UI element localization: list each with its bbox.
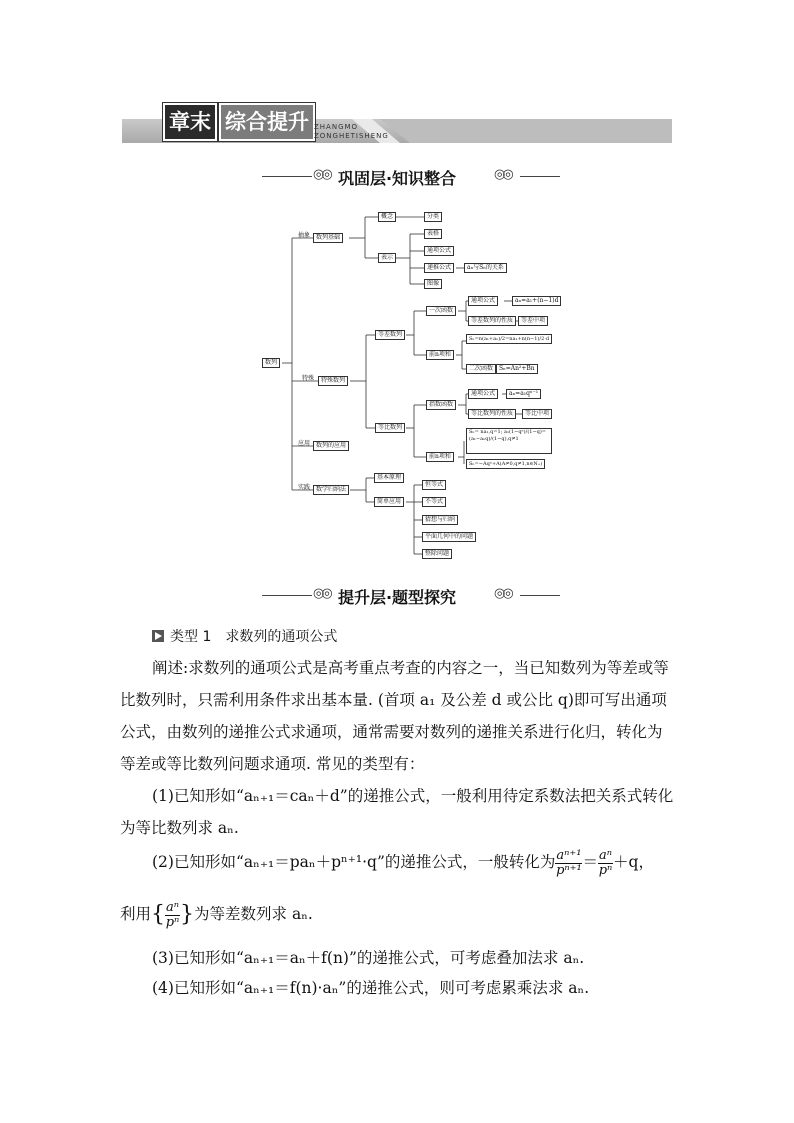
mindmap-node: 数列的应用 [313, 441, 349, 451]
left-brace: { [151, 902, 166, 927]
mindmap-node: 猜想与归纳 [422, 515, 458, 525]
item-3: (3)已知形如“aₙ₊₁＝aₙ＋f(n)”的递推公式，可考虑叠加法求 aₙ. [152, 949, 585, 967]
mindmap-node: 等差中项 [518, 316, 548, 326]
right-brace: } [180, 902, 195, 927]
equals-sign: ＝ [582, 853, 598, 871]
item-2-text: (2)已知形如“aₙ₊₁＝paₙ＋pⁿ⁺¹·q”的递推公式，一般转化为 [152, 853, 556, 871]
mindmap-branch-label: 实践 [298, 484, 311, 491]
mindmap-root: 数列 [262, 358, 280, 368]
type-heading [152, 626, 337, 646]
mindmap-node: 等比数列 [375, 423, 405, 433]
mindmap-node: 不等式 [422, 497, 446, 507]
mindmap-branch-label: 抽象 [298, 232, 311, 239]
mindmap-node: 特殊数列 [318, 376, 348, 386]
mindmap-node: aₙ=a₁qⁿ⁻¹ [506, 389, 541, 399]
mindmap-node: 等差数列 [375, 330, 405, 340]
mindmap-node: 简单应用 [374, 497, 404, 507]
mindmap-node: 表格 [424, 229, 442, 239]
mindmap-node: 指数函数 [426, 400, 456, 410]
chapter-title-light: 综合提升 [219, 103, 315, 141]
item-1: (1)已知形如“aₙ₊₁＝caₙ＋d”的递推公式，一般利用待定系数法把关系式转化为等比数列求 aₙ. [120, 787, 674, 837]
pinyin-line-1: ZHANGMO [314, 123, 359, 131]
fraction [555, 849, 582, 878]
fraction-denominator: pⁿ⁺¹ [556, 862, 582, 878]
section-divider-right [520, 595, 560, 596]
pinyin-line-2: ZONGHETISHENG [314, 132, 389, 140]
item-2-tail: ＋q， [613, 853, 654, 871]
mindmap-branch-label: 应用 [298, 440, 311, 447]
mindmap-node: 基本原理 [374, 473, 404, 483]
mindmap-node: 分类 [424, 212, 442, 222]
rings-icon: ◎◎ [494, 586, 511, 601]
rings-icon: ◎◎ [313, 586, 330, 601]
mindmap-node: Sₙ=n(a₁+aₙ)/2=na₁+n(n−1)/2·d [466, 334, 552, 344]
play-triangle-icon [152, 630, 164, 642]
type-heading-text: 类型 1 求数列的通项公式 [170, 629, 338, 645]
mindmap-node: 数学归纳法 [313, 485, 349, 495]
mindmap-node: Sₙ=−Aqⁿ+A(A≠0,q≠1,n∈N₊) [466, 459, 545, 469]
mindmap-node: 通项公式 [468, 389, 498, 399]
mindmap-node: 恒等式 [422, 480, 446, 490]
fraction [165, 901, 180, 930]
item-2-line-1 [152, 846, 682, 878]
item-2-line-2 [120, 898, 676, 931]
mindmap-node: 平面几何中的问题 [422, 532, 476, 542]
rings-icon: ◎◎ [313, 167, 330, 182]
mindmap-node: 通项公式 [424, 246, 454, 256]
mindmap-node: 图像 [424, 279, 442, 289]
section-title-consolidate: 巩固层·知识整合 [337, 169, 457, 188]
section-title-improve: 提升层·题型探究 [337, 588, 457, 607]
mindmap-node: Sₙ= na₁,q=1; a₁(1−qⁿ)/(1−q)=(a₁−aₙq)/(1−q),q≠1 [466, 428, 552, 454]
mindmap-node: 等比数列的性质 [468, 409, 516, 419]
mindmap-node: 数列基础 [313, 233, 343, 243]
mindmap-node: 整除问题 [422, 549, 452, 559]
mindmap-node: 表示 [378, 253, 396, 263]
item-4: (4)已知形如“aₙ₊₁＝f(n)·aₙ”的递推公式，则可考虑累乘法求 aₙ. [152, 979, 590, 997]
mindmap-branch-label: 特殊 [302, 375, 315, 382]
fraction-denominator: pⁿ [165, 914, 180, 930]
item-2-conclusion: 为等差数列求 aₙ. [194, 905, 313, 923]
mindmap-node: 等比中项 [522, 409, 552, 419]
chapter-title-dark: 章末 [163, 103, 217, 141]
mindmap-node: 前n项和 [426, 350, 454, 360]
mindmap-node: aₙ与Sₙ的关系 [464, 263, 507, 273]
rings-icon: ◎◎ [494, 167, 511, 182]
fraction-numerator: aⁿ [599, 847, 613, 863]
mindmap-node: 一次函数 [426, 306, 456, 316]
mindmap-node: 概念 [378, 212, 396, 222]
mindmap-node: 等差数列的性质 [468, 316, 516, 326]
fraction-denominator: pⁿ [598, 862, 613, 878]
mindmap-node: 通项公式 [468, 296, 498, 306]
fraction-numerator: aⁿ [166, 899, 180, 915]
mindmap-node: 前n项和 [426, 452, 454, 462]
fraction [598, 849, 613, 878]
mindmap-node: aₙ=a₁+(n−1)d [512, 296, 561, 306]
intro-paragraph: 阐述:求数列的通项公式是高考重点考查的内容之一，当已知数列为等差或等比数列时，只需利用条件求出基本量. (首项 a₁ 及公差 d 或公比 q)即可写出通项公式，由数列的递推公式求通项，通常需要对数列的递推关系进行化归，转化为等差或等比数列问题求通项. 常见的类型有： [120, 659, 669, 773]
mindmap-node: 二次函数 [466, 364, 496, 374]
mindmap-node: Sₙ=An²+Bn [496, 364, 538, 374]
item-2-use: 利用 [120, 905, 152, 923]
fraction-numerator: aⁿ⁺¹ [556, 847, 582, 863]
mindmap-node: 递推公式 [424, 263, 454, 273]
